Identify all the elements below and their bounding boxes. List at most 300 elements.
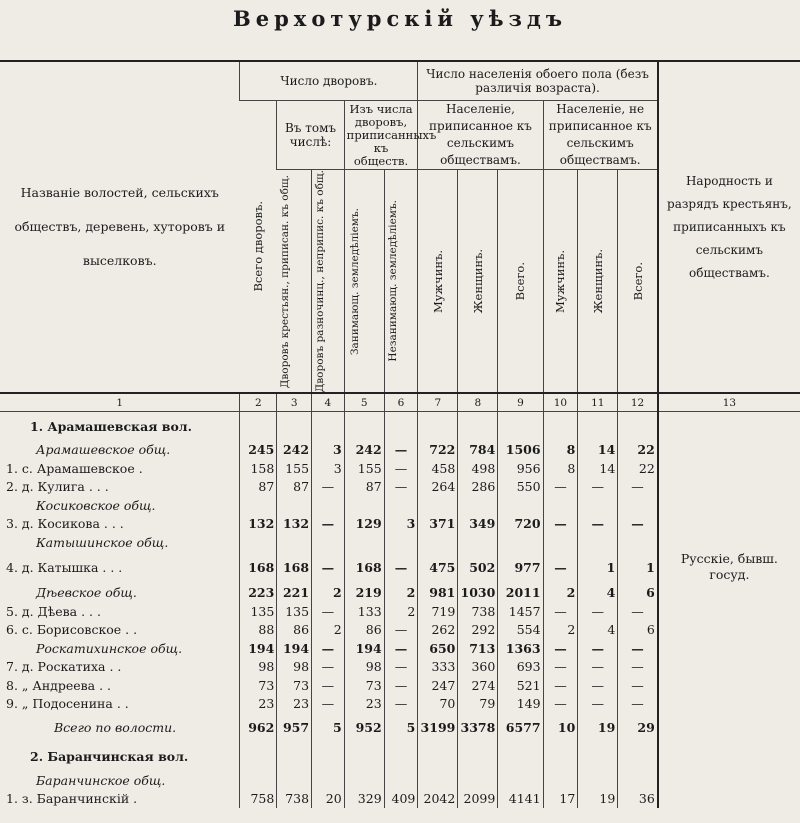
table-row	[0, 676, 800, 695]
cell-c3	[277, 771, 312, 790]
cell-c8: 286	[458, 477, 498, 496]
cell-c5: 155	[344, 459, 384, 478]
cell-c6: —	[384, 694, 418, 713]
cell-c8: 349	[458, 514, 498, 533]
cell-c4: —	[312, 657, 345, 676]
cell-c4	[312, 771, 345, 790]
header-c4	[312, 170, 345, 394]
header-c3-text: Дворовъ крестьян., приписан. къ общ.	[278, 174, 291, 388]
cell-c9: 554	[498, 620, 543, 639]
cell-c9: 521	[498, 676, 543, 695]
row-name: Косиковское общ.	[36, 497, 156, 513]
cell-c2: 87	[240, 477, 277, 496]
colnum: 12	[618, 393, 658, 412]
cell-c10	[543, 412, 578, 441]
cell-c10: —	[543, 602, 578, 621]
cell-c2: 168	[240, 551, 277, 583]
header-nationality-text: Народность и разрядъ крестьянъ, приписанныхъ къ сельскимъ обществамъ.	[667, 173, 792, 280]
cell-c7: 2042	[418, 789, 458, 808]
cell-c6: —	[384, 639, 418, 658]
cell-c3: 132	[277, 514, 312, 533]
cell-c10: —	[543, 477, 578, 496]
cell-c7: 264	[418, 477, 458, 496]
table-row	[0, 620, 800, 639]
row-name: Баранчинское общ.	[36, 772, 166, 788]
row-name: 4. д. Катышка . . .	[6, 559, 123, 575]
cell-c8: 1030	[458, 583, 498, 602]
cell-c5: 952	[344, 713, 384, 743]
cell-c2: 132	[240, 514, 277, 533]
header-c3	[277, 170, 312, 394]
row-name: Роскатихинское общ.	[36, 640, 183, 656]
cell-c12: 6	[618, 620, 658, 639]
row-name: 2. Баранчинская вол.	[30, 749, 189, 765]
cell-c2: 194	[240, 639, 277, 658]
cell-c13	[658, 771, 800, 790]
cell-c8: 292	[458, 620, 498, 639]
cell-c4	[312, 496, 345, 515]
cell-c3: 98	[277, 657, 312, 676]
cell-c10	[543, 771, 578, 790]
row-name: Арамашевское общ.	[36, 442, 171, 458]
cell-c10: —	[543, 551, 578, 583]
cell-c12	[618, 496, 658, 515]
cell-c13	[658, 583, 800, 602]
cell-c10: 10	[543, 713, 578, 743]
cell-c6: —	[384, 477, 418, 496]
row-name: 1. с. Арамашевское .	[6, 460, 143, 476]
cell-c11: —	[578, 639, 618, 658]
cell-c6	[384, 743, 418, 771]
cell-c4: —	[312, 551, 345, 583]
table-row	[0, 713, 800, 743]
cell-c3: 155	[277, 459, 312, 478]
cell-c12: 22	[618, 459, 658, 478]
cell-c9	[498, 771, 543, 790]
row-name: 6. с. Борисовское . .	[6, 622, 138, 638]
cell-c13	[658, 789, 800, 808]
cell-c8	[458, 533, 498, 552]
cell-c9: 720	[498, 514, 543, 533]
table-row	[0, 639, 800, 658]
cell-c11: —	[578, 657, 618, 676]
table-row	[0, 771, 800, 790]
cell-c13	[658, 459, 800, 478]
cell-c3: 738	[277, 789, 312, 808]
cell-c11: 4	[578, 583, 618, 602]
header-c5-text: Занимающ. земледѣліемъ.	[349, 207, 362, 355]
header-households	[240, 61, 418, 101]
cell-c3	[277, 533, 312, 552]
cell-c11: 14	[578, 440, 618, 459]
cell-c12	[618, 771, 658, 790]
table-row	[0, 440, 800, 459]
header-c2	[240, 101, 277, 394]
cell-c9: 550	[498, 477, 543, 496]
cell-c10: 2	[543, 583, 578, 602]
cell-c12: —	[618, 477, 658, 496]
cell-c4: —	[312, 477, 345, 496]
colnum: 9	[498, 393, 543, 412]
header-c6-text: Незанимающ. земледѣліемъ.	[387, 200, 399, 362]
cell-c5: 87	[344, 477, 384, 496]
cell-c11: 4	[578, 620, 618, 639]
cell-c12: —	[618, 676, 658, 695]
cell-c7: 719	[418, 602, 458, 621]
cell-c5: 98	[344, 657, 384, 676]
cell-c6: —	[384, 551, 418, 583]
cell-c2: 88	[240, 620, 277, 639]
table-row	[0, 477, 800, 496]
cell-c5	[344, 771, 384, 790]
header-pop-assigned	[418, 101, 543, 170]
cell-c11	[578, 412, 618, 441]
cell-c11: 14	[578, 459, 618, 478]
header-c11-text: Женщинъ.	[590, 248, 605, 314]
cell-c9: 1457	[498, 602, 543, 621]
cell-c5	[344, 496, 384, 515]
cell-c8: 2099	[458, 789, 498, 808]
header-c7	[418, 170, 458, 394]
row-name: Катышинское общ.	[36, 534, 169, 550]
row-name: 1. з. Баранчинскій .	[6, 791, 138, 807]
cell-c3	[277, 743, 312, 771]
cell-c9	[498, 533, 543, 552]
cell-c2	[240, 412, 277, 441]
statistics-table	[0, 60, 800, 808]
header-c2-text: Всего дворовъ.	[251, 201, 266, 292]
cell-c8: 738	[458, 602, 498, 621]
cell-c8: 502	[458, 551, 498, 583]
header-c10	[543, 170, 578, 394]
cell-c2: 758	[240, 789, 277, 808]
row-name: 1. Арамашевская вол.	[30, 418, 192, 434]
cell-c9	[498, 412, 543, 441]
cell-c3: 135	[277, 602, 312, 621]
cell-c9: 4141	[498, 789, 543, 808]
row-name: 8. „ Андреева . .	[6, 677, 112, 693]
cell-c2: 135	[240, 602, 277, 621]
cell-c6	[384, 771, 418, 790]
colnum: 6	[384, 393, 418, 412]
cell-c11	[578, 771, 618, 790]
cell-c11	[578, 496, 618, 515]
cell-c4	[312, 533, 345, 552]
header-pop-not-assigned	[543, 101, 658, 170]
cell-c3: 86	[277, 620, 312, 639]
cell-c7: 3199	[418, 713, 458, 743]
colnum: 2	[240, 393, 277, 412]
cell-c5: 329	[344, 789, 384, 808]
header-names	[0, 61, 240, 393]
header-of-assigned	[344, 101, 437, 170]
cell-c4: —	[312, 639, 345, 658]
cell-c13	[658, 440, 800, 459]
cell-c5	[344, 533, 384, 552]
header-c4-text: Дворовъ разночинц., неприпис. къ общ.	[314, 170, 327, 393]
cell-c6: —	[384, 620, 418, 639]
cell-c12: —	[618, 602, 658, 621]
colnum: 11	[578, 393, 618, 412]
cell-c4	[312, 412, 345, 441]
cell-c10	[543, 533, 578, 552]
row-name: 9. „ Подосенина . .	[6, 696, 129, 712]
header-c9	[498, 170, 543, 394]
cell-c3: 23	[277, 694, 312, 713]
cell-c5: 73	[344, 676, 384, 695]
header-c8	[458, 170, 498, 394]
cell-c13	[658, 496, 800, 515]
cell-c12: —	[618, 514, 658, 533]
cell-c13	[658, 514, 800, 533]
table-row	[0, 533, 800, 552]
cell-c7: 650	[418, 639, 458, 658]
cell-c10: 8	[543, 440, 578, 459]
header-incl	[277, 101, 344, 170]
row-name: Всего по волости.	[54, 720, 177, 736]
cell-c10: 8	[543, 459, 578, 478]
cell-c2: 158	[240, 459, 277, 478]
cell-c6: 2	[384, 583, 418, 602]
cell-c10: —	[543, 676, 578, 695]
cell-c11: 1	[578, 551, 618, 583]
cell-c4: 5	[312, 713, 345, 743]
cell-c10: —	[543, 694, 578, 713]
cell-c8: 79	[458, 694, 498, 713]
cell-c4: 2	[312, 583, 345, 602]
cell-c4: —	[312, 694, 345, 713]
header-population	[418, 61, 658, 101]
cell-c12	[618, 743, 658, 771]
cell-c7	[418, 743, 458, 771]
cell-c6	[384, 412, 418, 441]
cell-c7	[418, 496, 458, 515]
header-population-text: Число населенія обоего пола (безъ различія возраста).	[426, 67, 649, 95]
header-c8-text: Женщинъ.	[470, 248, 485, 314]
colnum: 8	[458, 393, 498, 412]
row-name: 3. д. Косикова . . .	[6, 516, 124, 532]
cell-c11: 19	[578, 789, 618, 808]
cell-c4: 20	[312, 789, 345, 808]
cell-c4: —	[312, 514, 345, 533]
cell-c6: 409	[384, 789, 418, 808]
cell-c8	[458, 496, 498, 515]
cell-c6: 3	[384, 514, 418, 533]
colnum: 1	[0, 393, 240, 412]
cell-c13	[658, 620, 800, 639]
cell-c2: 73	[240, 676, 277, 695]
cell-c10	[543, 496, 578, 515]
cell-c12: 29	[618, 713, 658, 743]
cell-c11: —	[578, 477, 618, 496]
cell-c12: 6	[618, 583, 658, 602]
table-row	[0, 551, 800, 583]
cell-c8: 713	[458, 639, 498, 658]
header-nationality	[658, 61, 800, 393]
cell-c6: —	[384, 676, 418, 695]
cell-c8: 3378	[458, 713, 498, 743]
cell-c8: 360	[458, 657, 498, 676]
header-c5	[344, 170, 384, 394]
cell-c11: 19	[578, 713, 618, 743]
cell-c4: 3	[312, 440, 345, 459]
cell-c3: 242	[277, 440, 312, 459]
cell-c6: 5	[384, 713, 418, 743]
cell-c13	[658, 694, 800, 713]
header-c6	[384, 170, 418, 394]
cell-c10: 17	[543, 789, 578, 808]
cell-c2: 223	[240, 583, 277, 602]
header-c12-text: Всего.	[630, 261, 645, 301]
cell-c5: 23	[344, 694, 384, 713]
cell-c12	[618, 533, 658, 552]
cell-c2	[240, 533, 277, 552]
cell-c2: 962	[240, 713, 277, 743]
table-row	[0, 514, 800, 533]
cell-c2: 245	[240, 440, 277, 459]
cell-c5: 168	[344, 551, 384, 583]
column-numbers-row	[0, 393, 800, 412]
cell-c7: 247	[418, 676, 458, 695]
cell-c8: 784	[458, 440, 498, 459]
cell-c5: 219	[344, 583, 384, 602]
cell-c10: 2	[543, 620, 578, 639]
table-row	[0, 496, 800, 515]
table-row	[0, 583, 800, 602]
cell-c4: 2	[312, 620, 345, 639]
table-body	[0, 393, 800, 808]
cell-c11: —	[578, 694, 618, 713]
cell-c7: 722	[418, 440, 458, 459]
header-c9-text: Всего.	[513, 261, 528, 301]
cell-c10	[543, 743, 578, 771]
cell-c3: 194	[277, 639, 312, 658]
header-c7-text: Мужчинъ.	[430, 249, 445, 313]
cell-c11: —	[578, 514, 618, 533]
cell-c6: 2	[384, 602, 418, 621]
cell-c7: 371	[418, 514, 458, 533]
table-row	[0, 459, 800, 478]
cell-c9: 6577	[498, 713, 543, 743]
cell-c3: 957	[277, 713, 312, 743]
cell-c7: 981	[418, 583, 458, 602]
cell-c9	[498, 496, 543, 515]
cell-c11	[578, 743, 618, 771]
table-row	[0, 789, 800, 808]
header-households-text: Число дворовъ.	[280, 74, 378, 88]
cell-c9: 956	[498, 459, 543, 478]
page-title: Верхотурскій уѣздъ	[233, 6, 567, 31]
cell-c12: —	[618, 657, 658, 676]
cell-c5: 194	[344, 639, 384, 658]
cell-c6: —	[384, 657, 418, 676]
cell-c13	[658, 533, 800, 552]
cell-c5	[344, 743, 384, 771]
colnum: 5	[344, 393, 384, 412]
cell-c9: 1506	[498, 440, 543, 459]
cell-c3: 87	[277, 477, 312, 496]
colnum: 4	[312, 393, 345, 412]
cell-c6	[384, 496, 418, 515]
cell-c13	[658, 713, 800, 743]
cell-c12: 36	[618, 789, 658, 808]
cell-c7	[418, 771, 458, 790]
header-incl-text: Въ томъ числѣ:	[284, 121, 337, 149]
cell-c3: 221	[277, 583, 312, 602]
cell-c13	[658, 676, 800, 695]
cell-c10: —	[543, 514, 578, 533]
cell-c7: 333	[418, 657, 458, 676]
cell-c2	[240, 496, 277, 515]
header-pop-not-assigned-text: Населеніе, не приписанное къ сельскимъ обществамъ.	[548, 102, 652, 167]
colnum: 10	[543, 393, 578, 412]
cell-c3	[277, 412, 312, 441]
cell-c12: —	[618, 694, 658, 713]
table-row	[0, 412, 800, 441]
cell-c3: 168	[277, 551, 312, 583]
cell-c12: —	[618, 639, 658, 658]
cell-c9: 149	[498, 694, 543, 713]
cell-c4: —	[312, 602, 345, 621]
cell-c6: —	[384, 459, 418, 478]
cell-c3: 73	[277, 676, 312, 695]
cell-c5	[344, 412, 384, 441]
colnum: 3	[277, 393, 312, 412]
cell-c8	[458, 771, 498, 790]
cell-c2: 23	[240, 694, 277, 713]
cell-c12: 1	[618, 551, 658, 583]
cell-c13	[658, 743, 800, 771]
cell-c7	[418, 412, 458, 441]
cell-c9: 2011	[498, 583, 543, 602]
cell-c4: —	[312, 676, 345, 695]
cell-c7: 262	[418, 620, 458, 639]
header-c11	[578, 170, 618, 394]
table-row	[0, 602, 800, 621]
header-c10-text: Мужчинъ.	[553, 249, 568, 313]
cell-c10: —	[543, 639, 578, 658]
cell-c4: 3	[312, 459, 345, 478]
table-row	[0, 694, 800, 713]
cell-c6: —	[384, 440, 418, 459]
cell-c7	[418, 533, 458, 552]
cell-c13	[658, 477, 800, 496]
cell-c3	[277, 496, 312, 515]
cell-c8	[458, 743, 498, 771]
header-c12	[618, 170, 658, 394]
cell-c9: 693	[498, 657, 543, 676]
cell-c5: 129	[344, 514, 384, 533]
cell-c2	[240, 771, 277, 790]
cell-c8: 274	[458, 676, 498, 695]
cell-c10: —	[543, 657, 578, 676]
header-pop-assigned-text: Населеніе, приписанное къ сельскимъ обществамъ.	[429, 102, 532, 167]
header-names-text: Названіе волостей, сельскихъ обществъ, деревень, хуторовъ и выселковъ.	[14, 185, 226, 269]
cell-c8	[458, 412, 498, 441]
cell-c11: —	[578, 676, 618, 695]
nationality-value: Русскіе, бывш. госуд.	[658, 551, 800, 583]
cell-c11: —	[578, 602, 618, 621]
cell-c13	[658, 412, 800, 441]
cell-c2: 98	[240, 657, 277, 676]
cell-c13	[658, 602, 800, 621]
cell-c9: 1363	[498, 639, 543, 658]
cell-c7: 475	[418, 551, 458, 583]
table-row	[0, 657, 800, 676]
cell-c7: 458	[418, 459, 458, 478]
cell-c9	[498, 743, 543, 771]
colnum: 13	[658, 393, 800, 412]
